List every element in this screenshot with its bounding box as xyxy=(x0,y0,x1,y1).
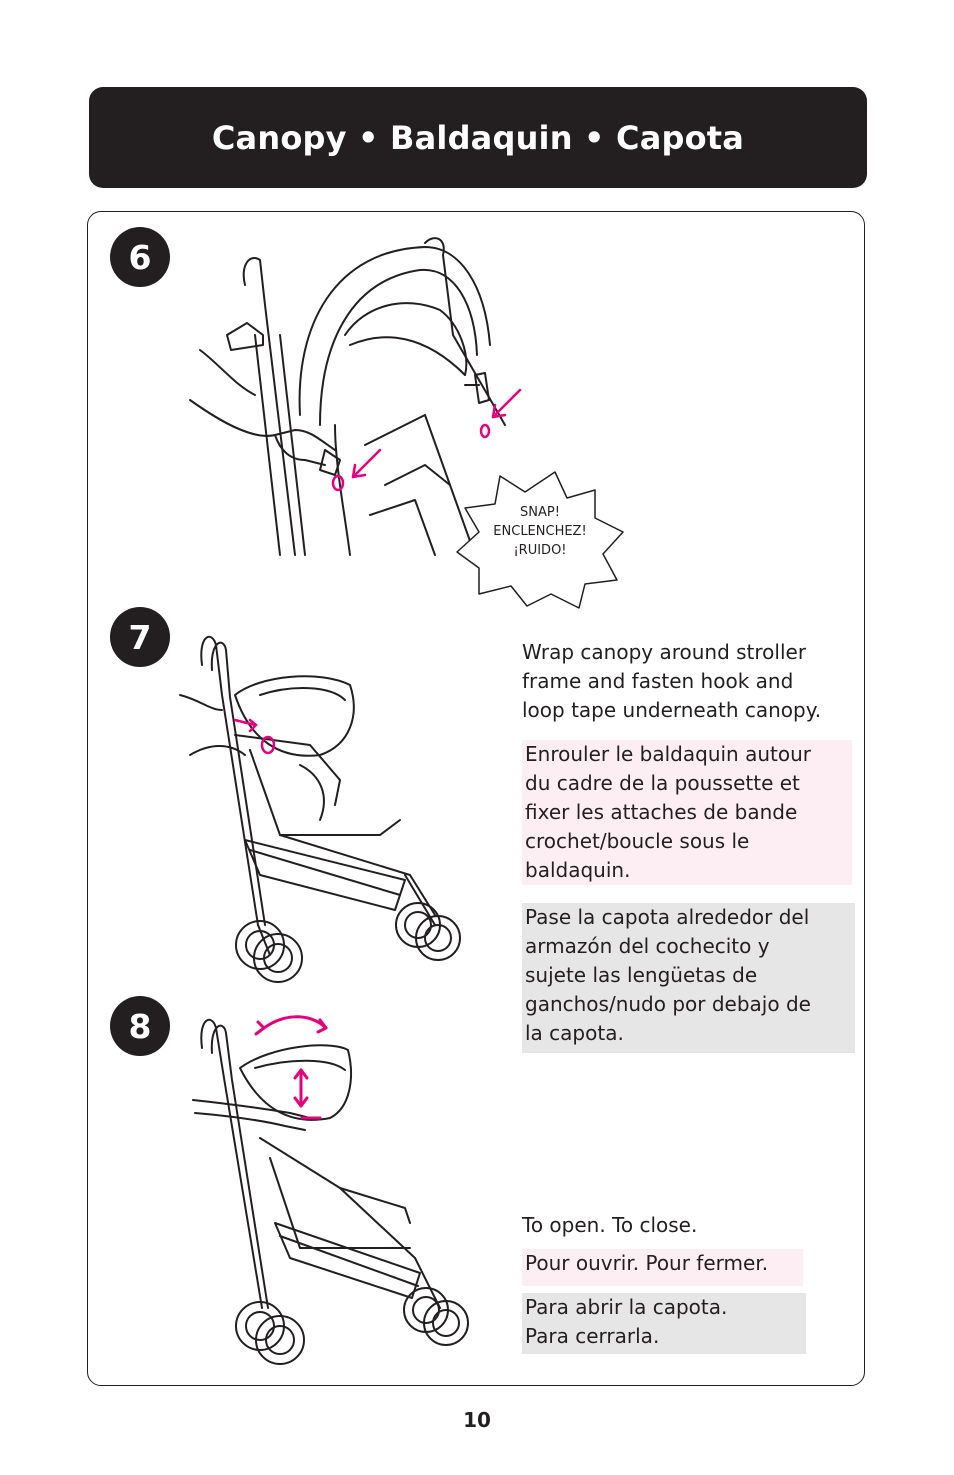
step-7-text-es: Pase la capota alrededor del armazón del cochecito y sujete las lengüetas de ganchos/nudo por debajo de la capota. xyxy=(522,903,855,1053)
page-number: 10 xyxy=(463,1408,491,1432)
step-number-7: 7 xyxy=(110,607,170,667)
section-header xyxy=(89,87,867,188)
step-number-6: 6 xyxy=(110,227,170,287)
canopy-open-close-illustration xyxy=(190,1008,470,1368)
step-8-text-fr: Pour ouvrir. Pour fermer. xyxy=(522,1249,803,1286)
step-8-text-en: To open. To close. xyxy=(522,1213,698,1237)
step-number-8: 8 xyxy=(110,996,170,1056)
canopy-wrap-illustration xyxy=(150,625,470,990)
section-title: Canopy • Baldaquin • Capota xyxy=(211,118,745,157)
snap-label: SNAP! ENCLENCHEZ! ¡RUIDO! xyxy=(493,505,587,558)
step-8-text-es: Para abrir la capota. Para cerrarla. xyxy=(522,1293,806,1354)
step-7-text-en: Wrap canopy around stroller frame and fasten hook and loop tape underneath canopy. xyxy=(522,640,822,722)
step-7-text-fr: Enrouler le baldaquin autour du cadre de la poussette et fixer les attaches de bande crochet/boucle sous le baldaquin. xyxy=(522,740,852,885)
